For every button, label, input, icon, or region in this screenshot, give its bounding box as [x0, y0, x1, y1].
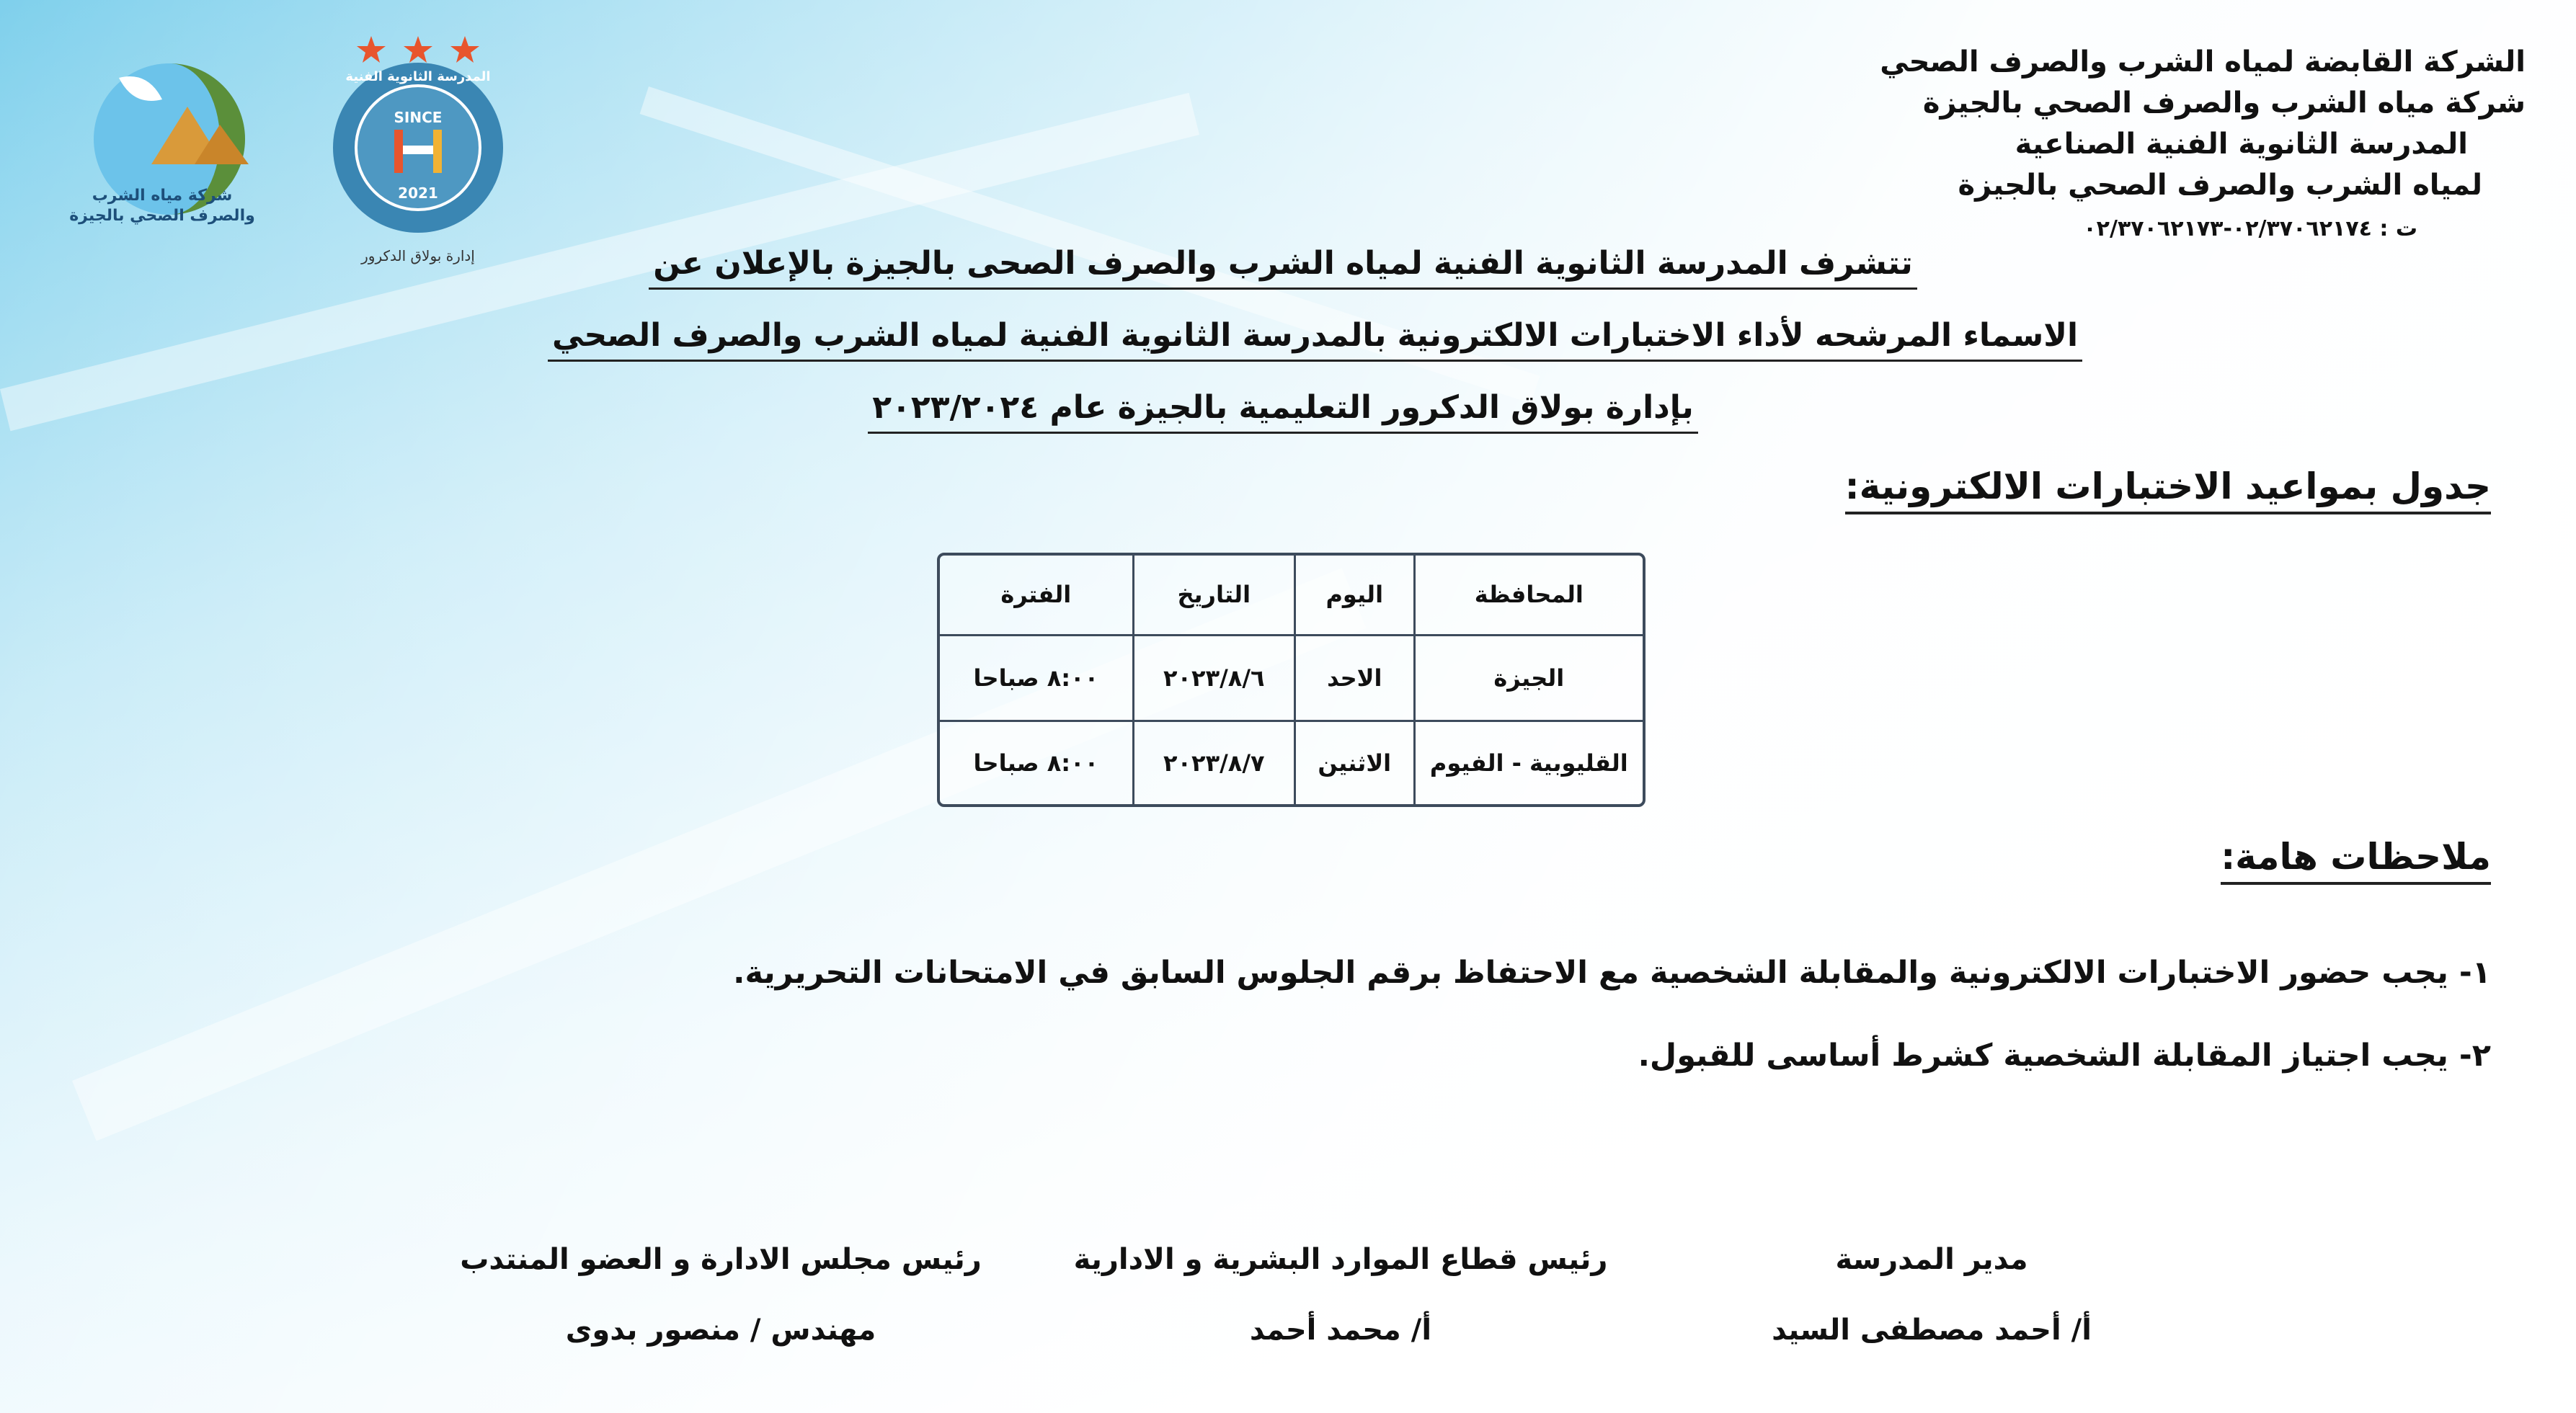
header-line-school: المدرسة الثانوية الفنية الصناعية: [2015, 128, 2468, 161]
cell-period: ٨:٠٠ صباحا: [940, 721, 1133, 804]
title-line-3: بإدارة بولاق الدكرور التعليمية بالجيزة عام ٢٠٢٣/٢٠٢٤: [868, 389, 1698, 434]
star-icon: [357, 36, 386, 63]
header-governorate: المحافظة: [1414, 556, 1643, 635]
header-period: الفترة: [940, 556, 1133, 635]
board-role: رئيس مجلس الادارة و العضو المنتدب: [460, 1243, 982, 1276]
title-line-1: تتشرف المدرسة الثانوية الفنية لمياه الشرب والصرف الصحى بالجيزة بالإعلان عن: [649, 245, 1917, 290]
hr-role: رئيس قطاع الموارد البشرية و الادارية: [1073, 1243, 1608, 1276]
board-name: مهندس / منصور بدوى: [565, 1314, 876, 1347]
school-arc-text: المدرسة الثانوية الفنية: [345, 69, 491, 84]
header-line-school-sub: لمياه الشرب والصرف الصحي بالجيزة: [1958, 169, 2482, 202]
schedule-table: [937, 553, 1645, 807]
header-line-company: شركة مياه الشرب والصرف الصحي بالجيزة: [1922, 86, 2526, 120]
director-name: أ/ أحمد مصطفى السيد: [1772, 1314, 2092, 1347]
signature-board-chairman: [432, 1243, 1009, 1347]
notes-heading: ملاحظات هامة:: [2221, 836, 2491, 885]
signature-hr-head: [1067, 1243, 1615, 1347]
hr-name: أ/ محمد أحمد: [1249, 1314, 1432, 1347]
phone-value: ٠٢/٣٧٠٦٢١٧٤-٠٢/٣٧٠٦٢١٧٣: [2083, 216, 2372, 241]
cell-period: ٨:٠٠ صباحا: [940, 635, 1133, 721]
header-line-holding: الشركة القابضة لمياه الشرب والصرف الصحي: [1880, 45, 2526, 79]
phone-label: ت :: [2379, 216, 2417, 241]
table-header-row: [940, 556, 1643, 635]
water-logo-text-2: والصرف الصحي بالجيزة: [69, 207, 255, 225]
director-role: مدير المدرسة: [1835, 1243, 2028, 1276]
water-company-logo-icon: [40, 56, 270, 229]
cell-governorate: القليوبية - الفيوم: [1414, 721, 1643, 804]
cell-governorate: الجيزة: [1414, 635, 1643, 721]
organization-header: [1877, 42, 2526, 206]
note-item-1: ١- يجب حضور الاختبارات الالكترونية والمقابلة الشخصية مع الاحتفاظ برقم الجلوس السابق في الامتحانات التحريرية.: [733, 955, 2491, 991]
cell-date: ٢٠٢٣/٨/٧: [1133, 721, 1294, 804]
note-item-2: ٢- يجب اجتياز المقابلة الشخصية كشرط أساسى للقبول.: [1638, 1038, 2491, 1074]
cell-date: ٢٠٢٣/٨/٦: [1133, 635, 1294, 721]
cell-day: الاثنين: [1294, 721, 1414, 804]
announcement-title: [548, 245, 2079, 461]
star-icon: [404, 36, 432, 63]
school-year-text: 2021: [398, 184, 438, 202]
water-logo-text-1: شركة مياه الشرب: [92, 187, 233, 205]
star-icon: [450, 36, 479, 63]
signature-director: [1701, 1243, 2162, 1347]
school-logo: [328, 22, 508, 274]
school-caption-text: إدارة بولاق الدكرور: [361, 247, 475, 264]
table-row: [940, 721, 1643, 804]
water-company-logo: [40, 56, 270, 229]
schedule-heading: جدول بمواعيد الاختبارات الالكترونية:: [1845, 465, 2491, 514]
table-row: [940, 635, 1643, 721]
header-date: التاريخ: [1133, 556, 1294, 635]
header-day: اليوم: [1294, 556, 1414, 635]
school-since-text: SINCE: [394, 109, 443, 126]
title-line-2: الاسماء المرشحه لأداء الاختبارات الالكترونية بالمدرسة الثانوية الفنية لمياه الشرب والصرف الصحي: [548, 317, 2082, 362]
cell-day: الاحد: [1294, 635, 1414, 721]
phone-numbers: [2083, 216, 2417, 241]
school-badge-icon: [328, 22, 508, 274]
